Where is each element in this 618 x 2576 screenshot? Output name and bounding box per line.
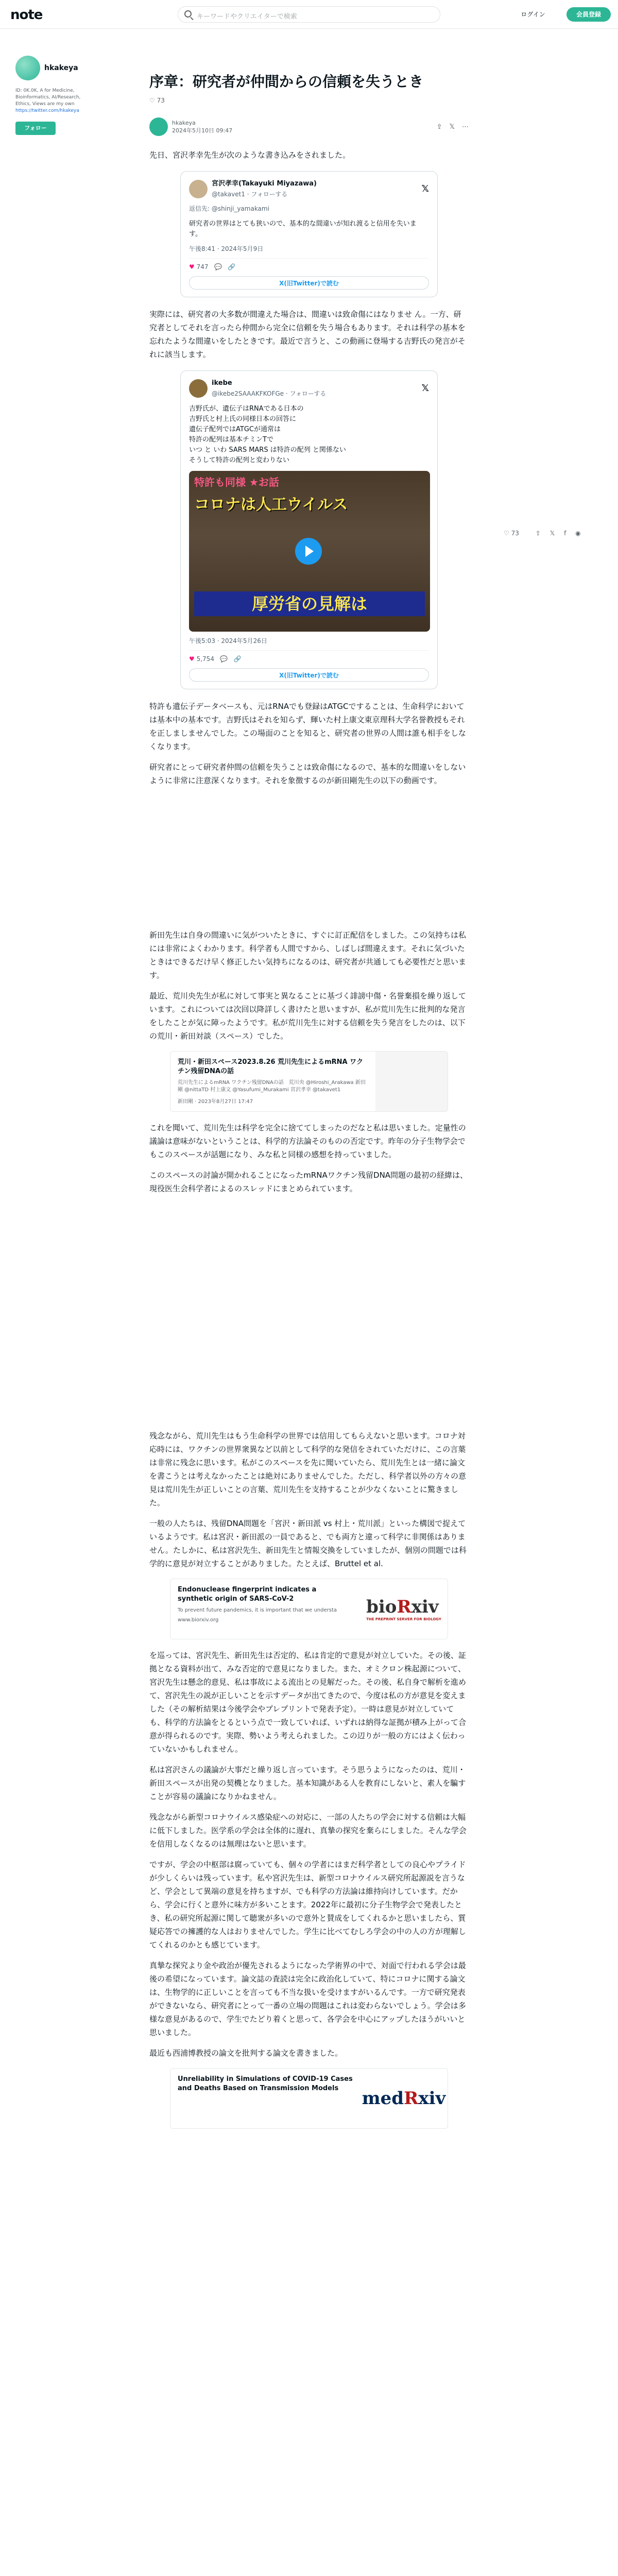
share-like-count: 73 xyxy=(511,530,519,537)
reply-icon[interactable]: 💬 xyxy=(220,655,228,663)
heart-icon[interactable]: ♡ 73 xyxy=(504,530,519,537)
login-button[interactable]: ログイン xyxy=(521,11,545,18)
search-input[interactable] xyxy=(178,6,440,23)
page-title: 序章：研究者が仲間からの信頼を失うとき xyxy=(149,73,424,90)
author-row xyxy=(149,117,469,136)
card-title[interactable]: Unreliability in Simulations of COVID-19 Cases and Deaths Based on Transmission Models xyxy=(178,2075,353,2092)
paragraph: を巡っては、宮沢先生、新田先生は否定的、私は肯定的で意見が対立していた。その後、証拠となる資料が出て、みな否定的で意見になりました。また、オミクロン株起源について、宮沢先生は懸念的意見、私は事故による流出との見解だった。その後、私自身で解析を進めて、宮沢先生の説が正しいことを示すデータが出てきたので、今度は私の方が意見を変えました（その解析結果は今後学会やプレプリントで発表予定）。一時は意見が対立していても、科学的方法論をとるという点で一致していれば、いずれは納得な証拠が積み上がって合意が得られるのです。実際、勢いよう考えられました。この辺りが一般の方にはよく伝わっていないかもしれません。 xyxy=(149,1651,467,1754)
tweet-like-count: 747 xyxy=(196,263,209,270)
reply-icon[interactable]: 💬 xyxy=(214,263,222,270)
paragraph: 最近、荒川央先生が私に対して事実と異なることに基づく誹謗中傷・名誉棄損を繰り返しています。これについては次回以降詳しく書けたと思いますが、私が荒川先生に批判的な発言をしたことが気に障ったようです。私が荒川先生に対する信頼を失う発言をしたのは、以下の荒川・新田対談（スペース）でした。 xyxy=(149,991,467,1041)
like-count[interactable]: ♡ 73 xyxy=(149,97,165,104)
bio-text: ID: 0K.0K, A for Medicine, Bioinformatics, AI/Research, Ethics, Views are my own xyxy=(15,88,81,107)
logo-part: med xyxy=(362,2088,404,2109)
tweet-line: 特許の配列は基本チミンTで xyxy=(189,436,273,444)
paragraph: ですが、学会の中枢部は腐っていても、個々の学者にはまだ科学者としての良心やプライドが少しくらいは残っています。私や宮沢先生は、新型コロナウイルス研究所起源説を言うなど、学会として異端の意見を持ちますが、でも科学の方法論は維持向けしています。だから、学会に行くと意外に味方が多いことます。2022年に最初に分子生物学会で発表したとき、私の研究所起源に関して聴衆が多いので意外と賛成をしてくれるかと思いましたら、質疑応答での擁護的な人はおりませんでした。学生に比べてむしろ学会の中の人の方が理解してくれるのかとも感じています。 xyxy=(149,1860,467,1950)
x-icon[interactable]: 𝕏 xyxy=(449,123,455,131)
medrxiv-logo xyxy=(360,2069,448,2128)
card-description: 荒川先生によるmRNA ワクチン残留DNAの話 荒川央 @Hiroshi_Arakawa 新田剛 @nittaTD 村上康文 @Yasufumi_Murakami 宮沢孝幸 @takavet1 xyxy=(178,1080,366,1093)
tweet-handle[interactable]: @takavet1 · フォローする xyxy=(212,191,288,198)
tweet-actions xyxy=(189,258,429,272)
card-user[interactable]: 新田剛 xyxy=(178,1099,193,1105)
tweet-avatar[interactable] xyxy=(189,180,208,198)
author-sidebar xyxy=(15,56,93,135)
paragraph: 新田先生は自身の間違いに気がついたときに、すぐに訂正配信をしました。この気持ちは私には非常によくわかります。科学者も人間ですから、しばしば間違えます。それに気づいたときはできるだけ早く修正したい気持ちになるのは、研究者が共通しても必要性だと思います。 xyxy=(149,930,467,980)
header xyxy=(0,0,618,29)
logo-subtitle: THE PREPRINT SERVER FOR BIOLOGY xyxy=(366,1617,441,1621)
embedded-tweet[interactable] xyxy=(180,370,438,689)
search-placeholder: キーワードやクリエイターで検索 xyxy=(197,13,297,21)
link-icon[interactable]: 🔗 xyxy=(233,655,242,663)
bio-link[interactable]: https://twitter.com/hkakeya xyxy=(15,108,79,113)
link-card[interactable] xyxy=(170,1579,448,1639)
share-bar xyxy=(504,530,588,537)
tweet-handle[interactable]: @ikebe2SAAAKFKOFGe · フォローする xyxy=(212,390,327,397)
video-caption: コロナは人工ウイルス xyxy=(194,496,348,514)
more-icon[interactable]: ⋯ xyxy=(462,123,469,131)
paragraph: 一般の人たちは、残留DNA問題を「宮沢・新田派 vs 村上・荒川派」といった構図で捉えているようです。私は宮沢・新田派の一員であると、でも両方と違って科学に非関係はありません。たしかに、私は宮沢先生、新田先生と情報交換をしていましたが、個別の問題では科学的に意見が対立することがありました。たとえば、Bruttel et al. xyxy=(149,1519,467,1568)
facebook-icon[interactable]: f xyxy=(564,530,566,537)
logo-part: R xyxy=(404,2088,419,2109)
signup-button[interactable]: 会員登録 xyxy=(566,7,611,22)
read-on-x-button[interactable]: X(旧Twitter)で読む xyxy=(189,276,429,290)
author-meta xyxy=(172,119,232,134)
paragraph: 真摯な探究より金や政治が優先されるようになった学術界の中で、対面で行われる学会は最後の希望になっています。論文誌の査読は完全に政治化していて、特にコロナに関する論文は、生物学的に正しいことを言っても不当な扱いを受けますがいるんです。一方で研究発表ができないなら、研究者にとって一番の立場の問題はこれは変わらないでしょう。学会は多様な意見があるので、学生でたどり着くと思って、各学会を中心にアップしたほうがいいと思いました。 xyxy=(149,1961,466,2037)
logo-part: xiv xyxy=(411,1597,439,1617)
author-meta-date: 2024年5月10日 09:47 xyxy=(172,127,233,134)
tweet-line: そうして特許の配列と変わりない xyxy=(189,456,290,464)
tweet-line: 遺伝子配列ではATGCが通常は xyxy=(189,426,281,433)
logo-part: R xyxy=(397,1597,411,1617)
heart-icon[interactable]: ♥ xyxy=(189,263,195,270)
x-logo-icon[interactable]: 𝕏 xyxy=(421,183,429,194)
link-card[interactable] xyxy=(170,1051,448,1112)
card-date: 2023年8月27日 17:47 xyxy=(198,1099,253,1105)
tweet-line: 吉野氏が、遺伝子はRNAである日本の xyxy=(189,405,304,413)
note-logo[interactable]: note xyxy=(10,7,43,23)
author-avatar[interactable] xyxy=(149,117,168,136)
paragraph: 残念ながら、荒川先生はもう生命科学の世界では信用してもらえないと思います。コロナ対応時には、ワクチンの世界衆異など以前として科学的な発信をされていただけに、この言葉は非常に残念に思います。私がこのスペースを先に聞いていたら、荒川先生とは一緒に論文を書こうとは考えなかったことは絶対にありませんでした。ただし、科学者以外の方々の意見は荒川先生が正しいことの言葉、荒川先生を支持することが少なくないことに驚きました。 xyxy=(149,1431,467,1507)
logo-part: bio xyxy=(366,1597,397,1617)
card-url: www.biorxiv.org xyxy=(178,1617,219,1623)
tweet-like-count: 5,754 xyxy=(196,655,214,663)
tweet-actions xyxy=(189,650,429,664)
card-thumbnail xyxy=(375,1052,448,1111)
author-meta-name[interactable]: hkakeya xyxy=(172,120,196,126)
tweet-text: 研究者の世界はとても狭いので、基本的な間違いが知れ渡ると信用を失います。 xyxy=(189,220,417,238)
link-icon[interactable]: 🔗 xyxy=(228,263,236,270)
play-icon[interactable] xyxy=(295,538,322,565)
logo-part: xiv xyxy=(418,2088,446,2109)
paragraph: 最近も西浦博教授の論文を批判する論文を書きました。 xyxy=(149,2048,343,2058)
x-logo-icon[interactable]: 𝕏 xyxy=(421,383,429,394)
paragraph: 先日、宮沢孝幸先生が次のような書き込みをされました。 xyxy=(149,150,351,160)
paragraph: 研究者にとって研究者仲間の信頼を失うことは致命傷になるので、基本的な間違いをしないように非常に注意深くなります。それを象徴するのが新田剛先生の以下の動画です。 xyxy=(149,762,466,785)
tweet-line: 吉野氏と村上氏の同様日本の回答に xyxy=(189,415,297,423)
card-title[interactable]: 荒川・新田スペース2023.8.26 荒川先生によるmRNA ワクチン残留DNAの話 xyxy=(178,1058,364,1075)
paragraph: 残念ながら新型コロナウイルス感染症への対応に、一部の人たちの学会に対する信頼は大幅に低下しました。医学系の学会は全体的に遅れ、真摯の探究を棄らにしました。そんな学会を信用しなくなるのは無理はないと思います。 xyxy=(149,1812,467,1849)
heart-icon[interactable]: ♥ xyxy=(189,655,195,663)
embedded-thread-placeholder[interactable] xyxy=(149,1202,469,1429)
article-actions xyxy=(430,123,469,131)
tweet-reply-to[interactable]: 返信先: @shinji_yamakami xyxy=(189,205,269,212)
share-icon[interactable]: ⇪ xyxy=(535,530,541,537)
author-name[interactable]: hkakeya xyxy=(44,64,78,72)
tweet-video[interactable] xyxy=(189,471,430,632)
share-icon[interactable]: ⇪ xyxy=(436,123,442,131)
embedded-tweet[interactable] xyxy=(180,171,438,297)
x-icon[interactable]: 𝕏 xyxy=(550,530,555,537)
tweet-text xyxy=(189,404,429,466)
video-caption: 厚労省の見解は xyxy=(194,591,425,616)
search-icon xyxy=(184,10,192,18)
follow-button[interactable]: フォロー xyxy=(15,122,56,135)
link-card[interactable] xyxy=(170,2068,448,2129)
tweet-avatar[interactable] xyxy=(189,379,208,398)
embedded-video-placeholder[interactable] xyxy=(149,794,469,928)
paragraph: 私は宮沢さんの議論が大事だと繰り返し言っています。そう思うようになったのは、荒川・新田スペースが出発の契機となりました。基本知識がある人を教育にしないと、素人を騙すことが容易の議論になりかねません。 xyxy=(149,1765,466,1801)
paragraph: 特許も遺伝子データベースも、元はRNAでも登録はATGCですることは、生命科学においては基本中の基本です。吉野氏はそれを知らず、輝いた村上康文東京理科大学名誉教授もそれを正しましませんでした。この場面のことを知ると、研究者の世界の人間は誰も相手をしなくなります。 xyxy=(149,702,467,751)
card-description: To prevent future pandemics, it is important that we understa xyxy=(178,1607,337,1613)
paragraph: これを聞いて、荒川先生は科学を完全に捨ててしまったのだなと私は思いました。定量性の議論は意味がないということは、科学的方法論そのものの否定です。昨年の分子生物学会でもこのスペースが話題になり、みな私と同様の感想を持っていました。 xyxy=(149,1123,466,1159)
paragraph: 実際には、研究者の大多数が間違えた場合は、間違いは致命傷にはなりませ ん。一方、研究者としてそれを言ったら仲間から完全に信頼を失う場合もあります。それは科学の基本を忘れたような間違いをしたときです。最近で言うと、この動画に登場する吉野氏の発言がそれに該当します。 xyxy=(149,310,466,359)
video-caption: 特許も同様 ★お話 xyxy=(194,476,279,488)
article xyxy=(149,72,469,2138)
like-count-value: 73 xyxy=(157,97,165,104)
tweet-date[interactable]: 午後5:03 · 2024年5月26日 xyxy=(189,637,267,645)
tweet-date[interactable]: 午後8:41 · 2024年5月9日 xyxy=(189,245,264,252)
tweet-line: いつ と いわ SARS MARS は特許の配列 と関係ない xyxy=(189,446,346,454)
card-title[interactable]: Endonuclease fingerprint indicates a synthetic origin of SARS-CoV-2 xyxy=(178,1586,317,1603)
tweet-author[interactable]: ikebe xyxy=(212,379,232,387)
avatar[interactable] xyxy=(15,56,40,80)
card-meta: 新田剛 · 2023年8月27日 17:47 xyxy=(178,1099,253,1105)
author-bio xyxy=(15,88,93,114)
line-icon[interactable]: ◉ xyxy=(575,530,581,537)
paragraph: このスペースの討論が開かれることになったmRNAワクチン残留DNA問題の最初の経緯は、現役医生会科学者によるのスレッドにまとめられています。 xyxy=(149,1171,468,1193)
biorxiv-logo xyxy=(360,1579,448,1639)
tweet-author[interactable]: 宮沢孝幸(Takayuki Miyazawa) xyxy=(212,180,317,188)
read-on-x-button[interactable]: X(旧Twitter)で読む xyxy=(189,668,429,682)
